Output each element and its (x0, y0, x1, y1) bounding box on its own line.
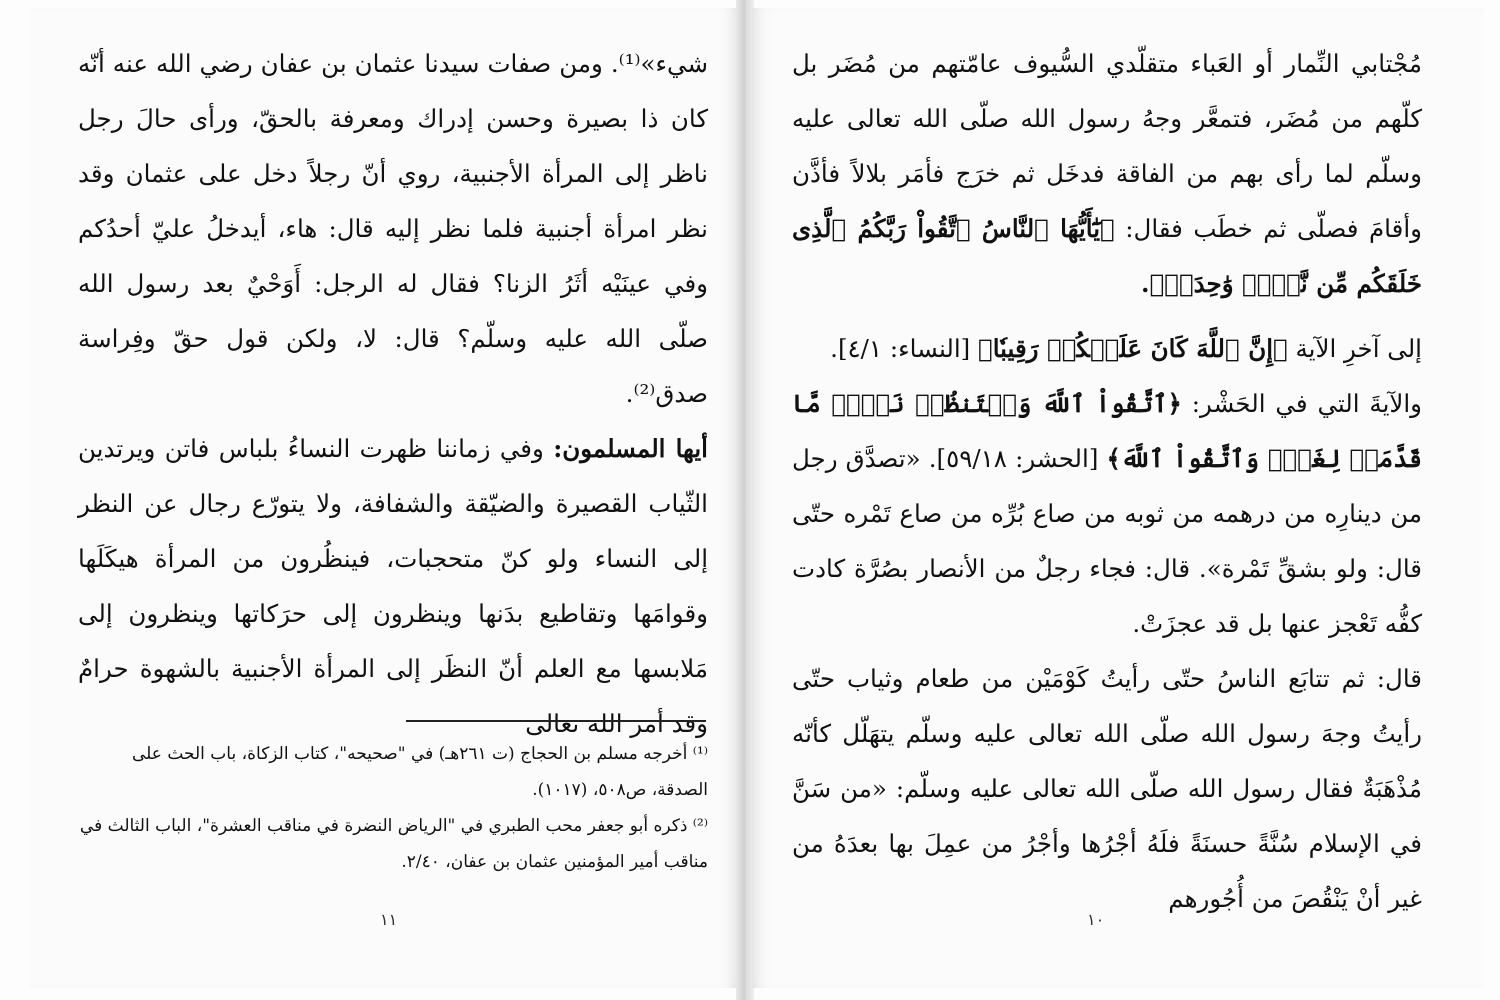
quran-verse-1: ﴿يَٰٓأَيُّهَا ٱلنَّاسُ ٱتَّقُواْ رَبَّكُمُ ٱلَّذِى خَلَقَكُم مِّن نَّفۡسٖ وَٰحِدَةٖ﴾. (792, 214, 1422, 298)
footnote-separator (406, 720, 706, 722)
quran-verse-2: ﴿إِنَّ ٱللَّهَ كَانَ عَلَيۡكُمۡ رَقِيبٗا﴾ (978, 334, 1288, 363)
footnotes (78, 736, 708, 880)
left-paragraph-1: شيء»⁽¹⁾. ومن صفات سيدنا عثمان بن عفان رضي الله عنه أنّه كان ذا بصيرة وحسن إدراك ومعرفة بالحقّ، ورأى حالَ رجل ناظر إلى المرأة الأجنبية، روي أنّ رجلاً دخل على عثمان وقد نظر امرأة أجنبية فلما نظر إليه قال: هاء، أيدخلُ عليّ أحدُكم وفي عينَيْه أثَرُ الزنا؟ فقال له الرجل: أَوَحْيٌ بعد رسول الله صلّى الله عليه وسلّم؟ قال: لا، ولكن قول حقّ وفِراسة صدق⁽²⁾. (78, 49, 708, 408)
left-page (30, 8, 738, 988)
right-paragraph-4: قال: ثم تتابَع الناسُ حتّى رأيتُ كَوْمَيْن من طعام وثياب حتّى رأيتُ وجهَ رسول الله صلّى الله تعالى عليه وسلّم يتهَلّل كأنّه مُذْهَبَةٌ فقال رسول الله صلّى الله تعالى عليه وسلّم: «من سَنَّ في الإسلام سُنَّةً حسنَةً فلَهُ أجْرُها وأجْرُ من عمِلَ بها بعدَهُ من غير أنْ يَنْقُصَ من أُجُورهم (792, 664, 1422, 913)
right-page (752, 8, 1484, 988)
address-label: أيها المسلمون: (553, 434, 708, 463)
left-page-body (78, 36, 708, 751)
left-paragraph-2 (78, 421, 708, 751)
right-paragraph-1 (792, 36, 1422, 311)
left-paragraph-2-text: وفي زماننا ظهرت النساءُ بلباس فاتن ويرتدين الثّياب القصيرة والضيّقة والشفافة، ولا يتورّع رجال عن النظر إلى النساء ولو كنّ متحجبات، فينظُرون من المرأة هيكَلَها وقوامَها وتقاطيع بدَنها وينظرون إلى حرَكاتها وينظرون إلى مَلابسها مع العلم أنّ النظَر إلى المرأة الأجنبية بالشهوة حرامٌ وقد أمر الله تعالى (78, 434, 708, 738)
quran-verse-3: ﴿ٱتَّقُواْ ٱللَّهَ وَلۡتَنظُرۡ نَفۡسٞ مَّا قَدَّمَتۡ لِغَدٖۖ وَٱتَّقُواْ ٱللَّهَ﴾ (792, 389, 1422, 473)
footnote-2: ⁽²⁾ ذكره أبو جعفر محب الطبري في "الرياض النضرة في مناقب العشرة"، الباب الثالث في مناقب أمير المؤمنين عثمان بن عفان، ٢/٤٠. (79, 816, 708, 872)
right-paragraph-3 (792, 376, 1422, 651)
right-page-number: ١٠ (1087, 910, 1105, 929)
verse-2-citation: [النساء: ٤/١]. (830, 334, 978, 363)
footnote-1: ⁽¹⁾ أخرجه مسلم بن الحجاج (ت ٢٦١هـ) في "صحيحه"، كتاب الزكاة، باب الحث على الصدقة، ص٥٠٨، (١٠١٧). (131, 744, 708, 800)
right-paragraph-3-prefix: والآيةَ التي في الحَشْر: (1181, 389, 1422, 418)
right-paragraph-2 (792, 321, 1422, 376)
right-page-body (792, 36, 1422, 926)
right-paragraph-2-prefix: إلى آخرِ الآية (1287, 334, 1422, 363)
right-paragraph-1-text: مُجْتابي النِّمار أو العَباء متقلّدي السُّيوف عامّتهم من مُضَر بل كلّهم من مُضَر، فتمعَّر وجهُ رسول الله صلّى الله تعالى عليه وسلّم لما رأى بهم من الفاقة فدخَل ثم خرَج فأمَر بلالاً فأذَّن وأقامَ فصلّى ثم خطَب فقال: (792, 49, 1422, 243)
right-paragraph-3-text: [الحشر: ٥٩/١٨]. «تصدَّق رجل من دينارِه من درهمه من ثوبه من صاع بُرِّه من صاع تَمْره حتّى قال: ولو بشقِّ تَمْرة». قال: فجاء رجلٌ من الأنصار بصُرَّة كادت كفُّه تَعْجز عنها بل قد عجزَتْ. (792, 444, 1422, 638)
left-page-number: ١١ (380, 910, 398, 929)
